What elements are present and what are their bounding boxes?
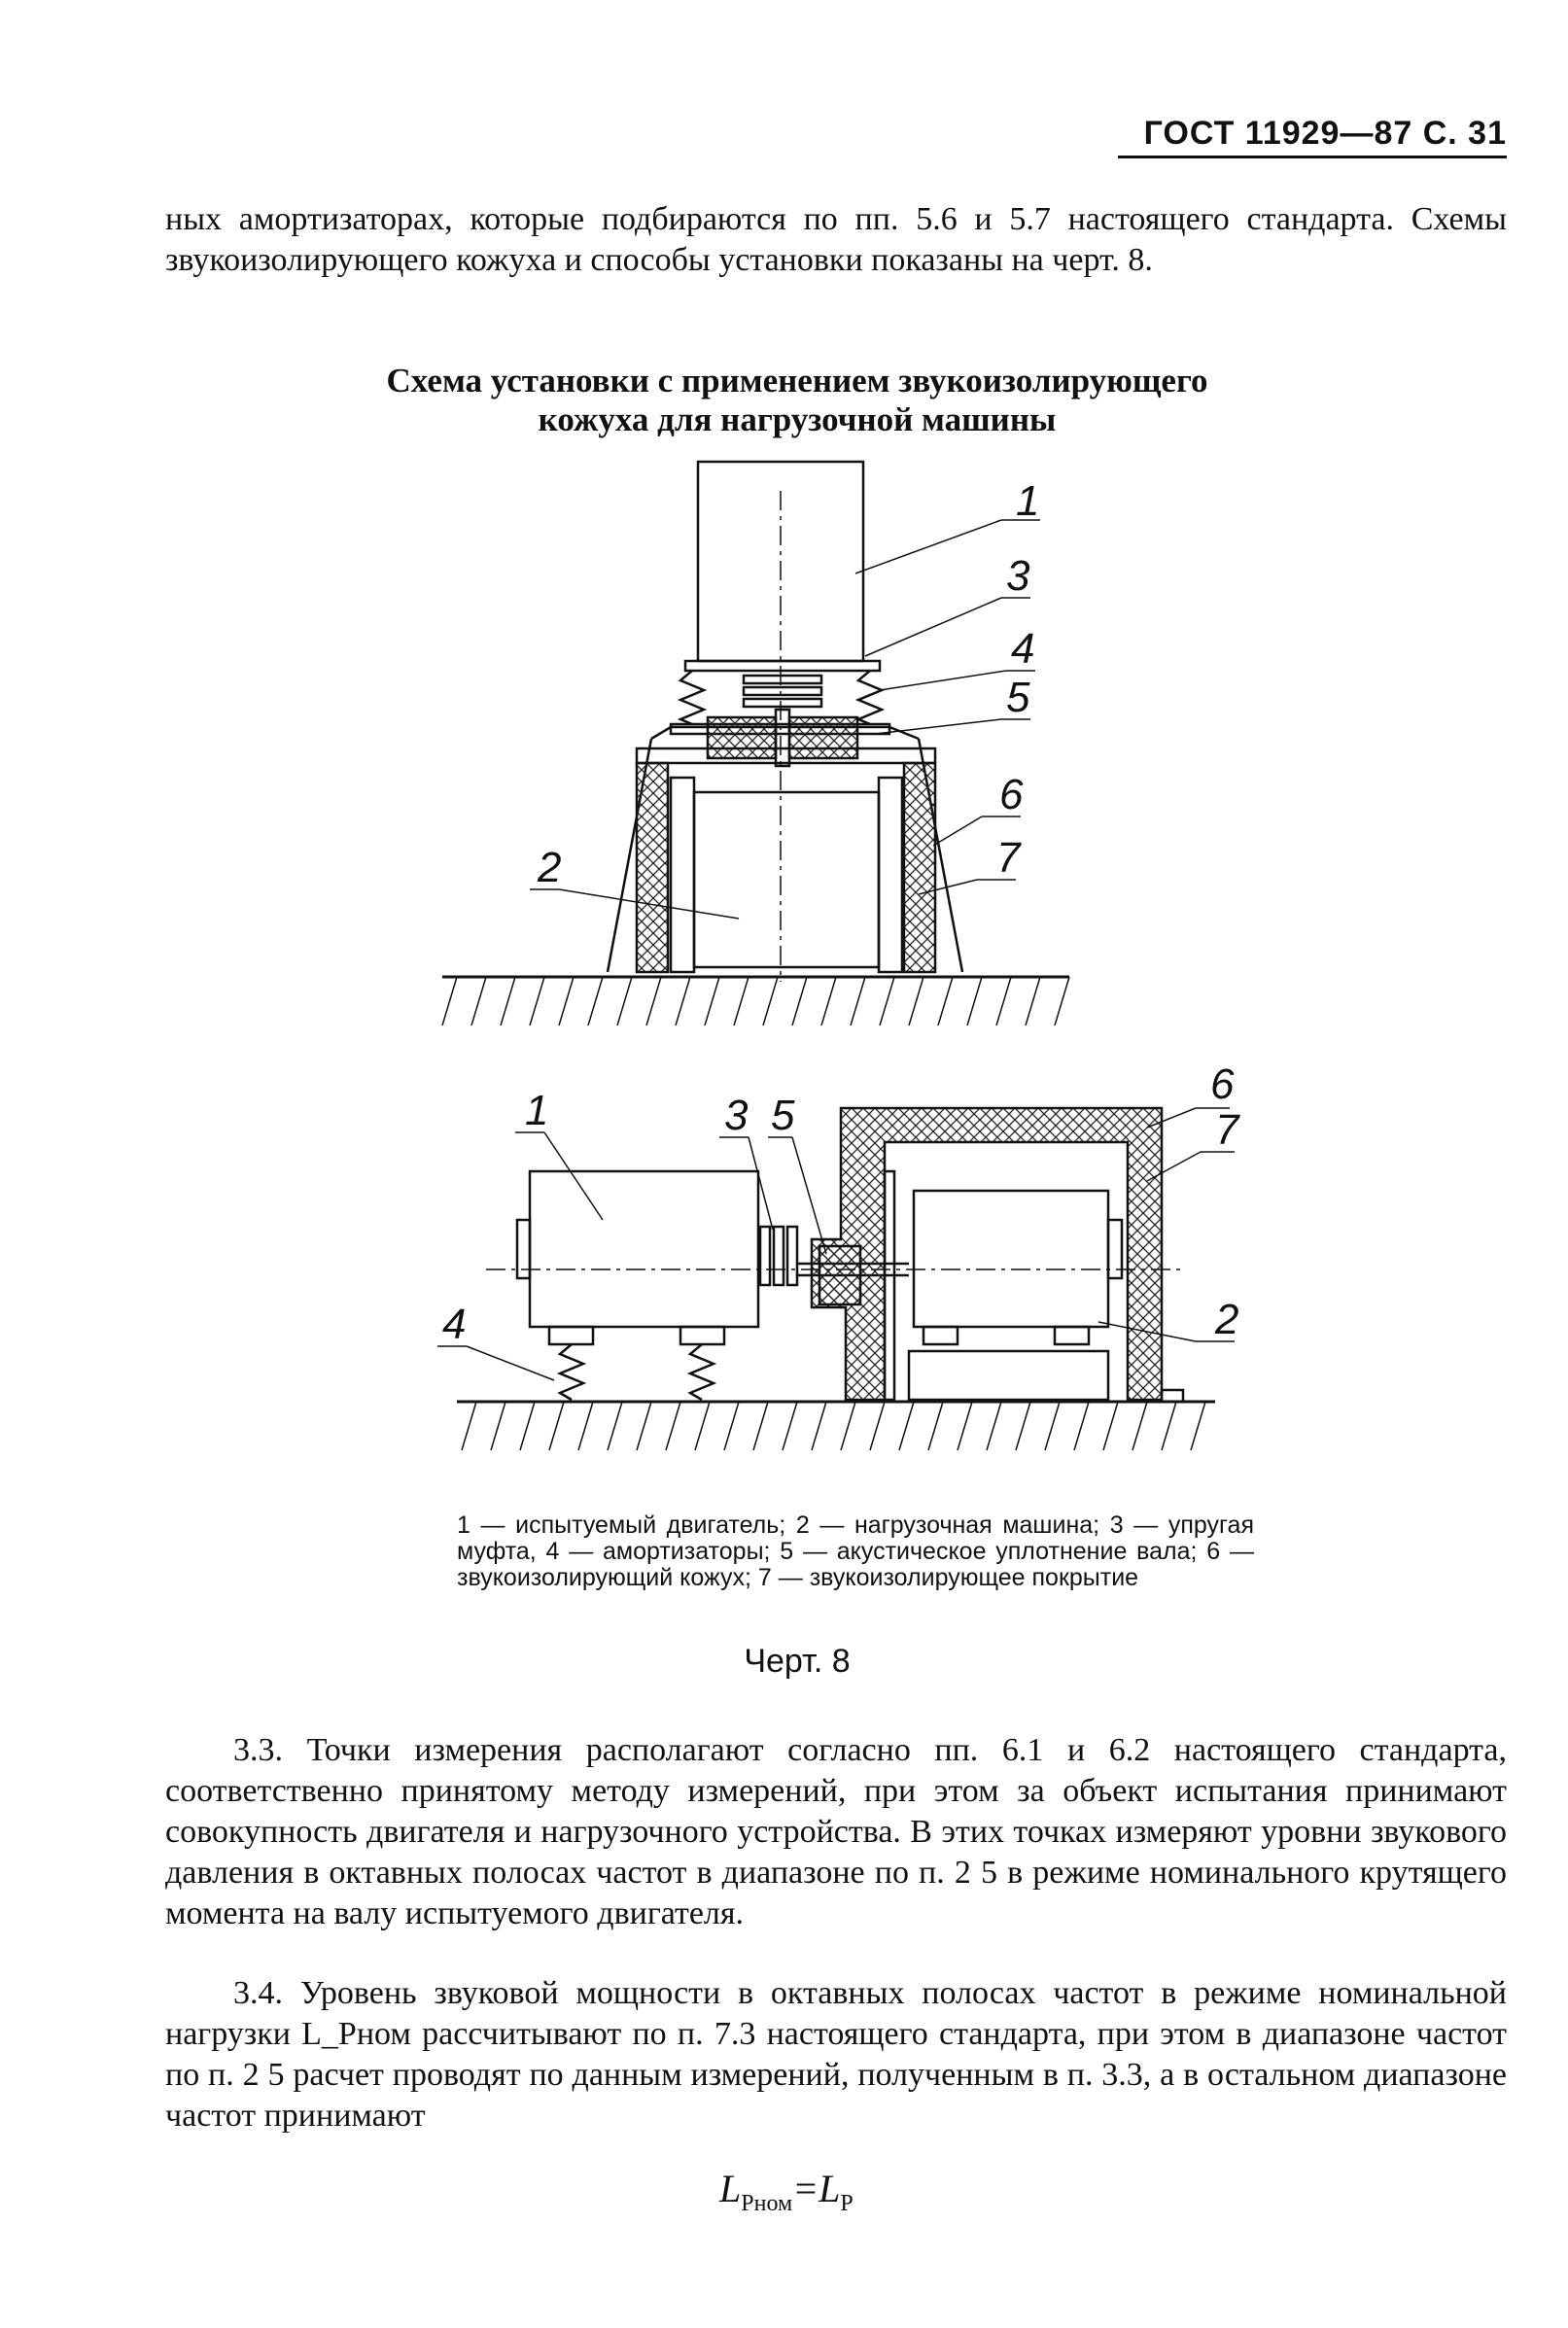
seal-right-top xyxy=(789,717,857,758)
label-top-4: 4 xyxy=(1011,625,1035,673)
motor-bottom xyxy=(530,1171,758,1327)
formula-lhs: L xyxy=(719,2167,742,2210)
spring-left-bottom xyxy=(560,1344,583,1400)
label-bottom-3: 3 xyxy=(724,1092,749,1139)
figure-legend: 1 — испытуемый двигатель; 2 — нагрузочная машина; 3 — упругая муфта, 4 — амортизаторы; 5 — акустическое уплотнение вала; 6 — звукоизолирующий кожух; 7 — звукоизолирующее покрытие xyxy=(457,1511,1254,1591)
label-bottom-7: 7 xyxy=(1215,1106,1239,1154)
paragraph-3-4: 3.4. Уровень звуковой мощности в октавных полосах частот в режиме номинальной нагрузки L_Pном рассчитывают по п. 7.3 настоящего стандарта, при этом в диапазоне частот по п. 2 5 расчет проводят по данным измерений, полученным в п. 3.3, а в остальном диапазоне частот принимают xyxy=(165,1975,1507,2134)
label-top-7: 7 xyxy=(996,834,1021,882)
figure-title-line-2: кожуха для нагрузочной машины xyxy=(538,400,1057,438)
insulation-right-top xyxy=(904,763,935,972)
top-diagram xyxy=(442,462,1069,1025)
label-top-6: 6 xyxy=(999,771,1024,818)
seal-left-top xyxy=(708,717,776,758)
label-top-1: 1 xyxy=(1016,477,1040,525)
load-machine-top xyxy=(694,792,879,967)
label-bottom-6: 6 xyxy=(1210,1060,1235,1108)
label-top-5: 5 xyxy=(1006,674,1030,721)
paragraph-3-3: 3.3. Точки измерения располагают согласно пп. 6.1 и 6.2 настоящего стандарта, соответственно принятому методу измерений, при этом за объект испытания принимают совокупность двигателя и нагрузочного устройства. В этих точках измеряют уровни звукового давления в октавных полосах частот в диапазоне по п. 2 5 в режиме номинального крутящего момента на валу испытуемого двигателя. xyxy=(165,1732,1507,1931)
formula-rhs: L xyxy=(819,2167,841,2210)
figure-caption: Черт. 8 xyxy=(744,1643,851,1680)
formula-eq: = xyxy=(792,2167,819,2210)
intro-paragraph: ных амортизаторах, которые подбираются по пп. 5.6 и 5.7 настоящего стандарта. Схемы звукоизолирующего кожуха и способы установки показаны на черт. 8. xyxy=(165,201,1507,278)
load-machine-bottom xyxy=(914,1191,1108,1327)
formula xyxy=(719,2166,953,2217)
label-top-3: 3 xyxy=(1006,552,1030,600)
insulation-left-top xyxy=(637,763,668,972)
seal-bottom xyxy=(819,1246,860,1304)
formula-lhs-sub: Pном xyxy=(741,2191,793,2216)
spring-right-bottom xyxy=(690,1344,714,1400)
page-header: ГОСТ 11929—87 С. 31 xyxy=(1143,115,1507,152)
label-bottom-1: 1 xyxy=(525,1087,549,1134)
label-bottom-2: 2 xyxy=(1215,1296,1239,1343)
label-bottom-4: 4 xyxy=(442,1301,467,1348)
spring-right-top xyxy=(858,671,882,724)
figure-title-line-1: Схема установки с применением звукоизолирующего xyxy=(386,362,1208,400)
spring-left-top xyxy=(680,671,704,724)
bottom-diagram xyxy=(437,1108,1235,1450)
label-top-2: 2 xyxy=(538,844,562,891)
formula-rhs-sub: P xyxy=(840,2191,854,2216)
label-bottom-5: 5 xyxy=(771,1092,795,1139)
